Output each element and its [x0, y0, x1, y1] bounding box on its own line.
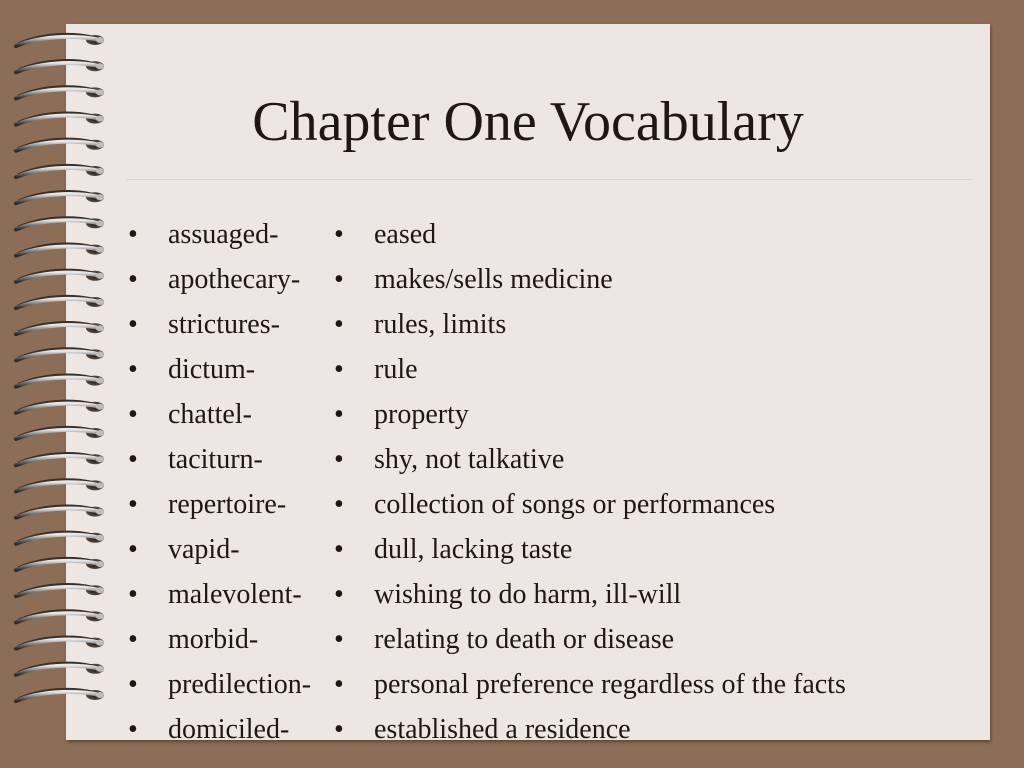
term-list [128, 212, 333, 752]
definition-list [334, 212, 984, 752]
bullet-icon: • [334, 399, 344, 430]
term-text: repertoire- [168, 489, 287, 520]
bullet-icon: • [128, 354, 138, 385]
spiral-coil-icon [16, 375, 104, 387]
term-text: chattel- [168, 399, 252, 430]
term-item [128, 392, 333, 437]
definition-text: makes/sells medicine [374, 264, 613, 295]
term-text: dictum- [168, 354, 256, 385]
bullet-icon: • [334, 669, 344, 700]
bullet-icon: • [334, 219, 344, 250]
spiral-coil-icon [16, 532, 104, 544]
spiral-coil-icon [16, 637, 104, 649]
definition-text: wishing to do harm, ill-will [374, 579, 682, 610]
term-item [128, 572, 333, 617]
bullet-icon: • [128, 219, 138, 250]
term-item [128, 617, 333, 662]
bullet-icon: • [334, 624, 344, 655]
bullet-icon: • [334, 714, 344, 745]
definition-item [334, 392, 984, 437]
term-text: predilection- [168, 669, 312, 700]
term-text: malevolent- [168, 579, 302, 610]
spiral-coil-icon [16, 323, 104, 335]
term-text: taciturn- [168, 444, 263, 475]
definition-item [334, 662, 984, 707]
bullet-icon: • [128, 669, 138, 700]
definition-text: personal preference regardless of the facts [374, 669, 846, 700]
term-item [128, 347, 333, 392]
definition-text: shy, not talkative [374, 444, 565, 475]
definition-text: collection of songs or performances [374, 489, 776, 520]
spiral-binding [0, 0, 115, 768]
definition-item [334, 527, 984, 572]
definition-item [334, 437, 984, 482]
bullet-icon: • [128, 489, 138, 520]
bullet-icon: • [128, 399, 138, 430]
definition-item [334, 257, 984, 302]
definition-text: dull, lacking taste [374, 534, 573, 565]
spiral-coil-icon [16, 663, 104, 675]
bullet-icon: • [128, 264, 138, 295]
spiral-coil-icon [16, 165, 104, 177]
spiral-coil-icon [16, 506, 104, 518]
bullet-icon: • [128, 624, 138, 655]
bullet-icon: • [334, 489, 344, 520]
definition-text: established a residence [374, 714, 631, 745]
term-item [128, 257, 333, 302]
spiral-coil-icon [16, 401, 104, 413]
spiral-coil-icon [16, 454, 104, 466]
spiral-coil-icon [16, 139, 104, 151]
bullet-icon: • [128, 579, 138, 610]
spiral-coil-icon [16, 585, 104, 597]
bullet-icon: • [334, 579, 344, 610]
term-text: vapid- [168, 534, 240, 565]
definition-item [334, 707, 984, 752]
spiral-coil-icon [16, 34, 104, 46]
bullet-icon: • [128, 309, 138, 340]
definition-item [334, 212, 984, 257]
definition-text: relating to death or disease [374, 624, 675, 655]
spiral-coil-icon [16, 558, 104, 570]
spiral-coil-icon [16, 349, 104, 361]
bullet-icon: • [128, 534, 138, 565]
spiral-coil-icon [16, 296, 104, 308]
term-text: morbid- [168, 624, 259, 655]
term-item [128, 527, 333, 572]
spiral-coil-icon [16, 218, 104, 230]
spiral-coil-icon [16, 61, 104, 73]
term-text: apothecary- [168, 264, 301, 295]
bullet-icon: • [334, 444, 344, 475]
definition-item [334, 617, 984, 662]
term-text: assuaged- [168, 219, 279, 250]
bullet-icon: • [334, 309, 344, 340]
term-item [128, 212, 333, 257]
definition-text: property [374, 399, 469, 430]
spiral-coil-icon [16, 689, 104, 701]
title-divider [126, 179, 972, 180]
definition-text: eased [374, 219, 437, 250]
spiral-coil-icon [16, 611, 104, 623]
definition-text: rules, limits [374, 309, 507, 340]
bullet-icon: • [334, 534, 344, 565]
term-text: domiciled- [168, 714, 290, 745]
term-text: strictures- [168, 309, 280, 340]
spiral-coil-icon [16, 480, 104, 492]
term-item [128, 302, 333, 347]
definition-item [334, 482, 984, 527]
spiral-coil-icon [16, 244, 104, 256]
page-title: Chapter One Vocabulary [252, 91, 804, 153]
spiral-coil-icon [16, 113, 104, 125]
bullet-icon: • [128, 444, 138, 475]
spiral-coil-icon [16, 270, 104, 282]
bullet-icon: • [128, 714, 138, 745]
term-item [128, 707, 333, 752]
definition-item [334, 302, 984, 347]
definition-text: rule [374, 354, 418, 385]
notebook-page [66, 24, 990, 745]
term-item [128, 482, 333, 527]
bullet-icon: • [334, 354, 344, 385]
spiral-coil-icon [16, 192, 104, 204]
term-item [128, 437, 333, 482]
definition-item [334, 347, 984, 392]
bullet-icon: • [334, 264, 344, 295]
spiral-coil-icon [16, 427, 104, 439]
spiral-coil-icon [16, 87, 104, 99]
definition-item [334, 572, 984, 617]
term-item [128, 662, 333, 707]
